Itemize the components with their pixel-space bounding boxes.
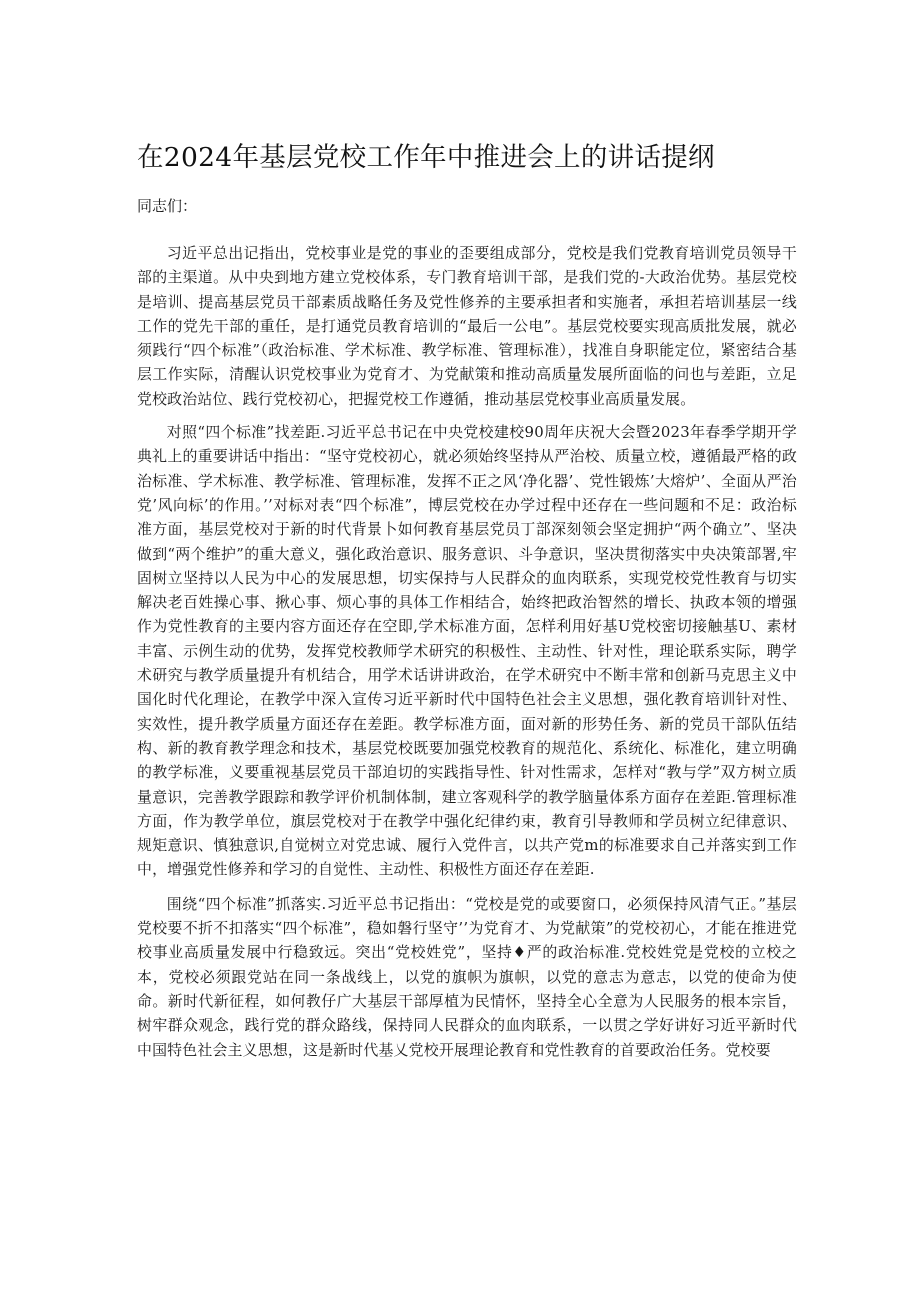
paragraph-find-gaps: 对照“四个标准”找差距.习近平总书记在中央党校建校90周年庆祝大会暨2023年春季学期开学典礼上的重要讲话中指出：“坚守党校初心，就必须始终坚持从严治校、质量立校，遵循最严格的政治标准、学术标准、教学标准、管理标准，发挥不正之风‘净化器’、党性锻炼’大熔炉’、全面从严治党’风向标’的作用。’’对标对表“四个标准”，博层党校在办学过程中还存在一些问题和不足：政治标准方面，基层党校对于新的时代背景卜如何教育基层党员丁部深刻领会坚定拥护“两个确立”、坚决做到“两个维护”的重大意义，强化政治意识、服务意识、斗争意识，坚决贯彻落实中央决策部署,牢固树立坚持以人民为中心的发展思想，切实保持与人民群众的血肉联系，实现党校党性教育与切实解决老百姓操心事、揪心事、烦心事的具体工作相结合，始终把政治智然的增长、执政本领的增强作为党性教育的主要内容方面还存在空即,学术标准方面，怎样利用好基U党校密切接触基U、素材丰富、示例生动的优势，发挥党校教师学术研究的积极性、主动性、针对性，理论联系实际，聘学术研究与教学质量提升有机结合，用学术话讲讲政治，在学术研究中不断丰常和创新马克思主义中国化时代化理论，在教学中深入宣传习近平新时代中国特色社会主义思想，强化教育培训针对性、实效性，提升教学质量方面还存在差距。教学标准方面，面对新的形势任务、新的党员干部队伍结构、新的教育教学理念和技术，基层党校既要加强党校教育的规范化、系统化、标准化，建立明确的教学标准，义要重视基层党员干部迫切的实践指导性、针对性需求，怎样对“教与学”双方树立质量意识，完善教学跟踪和教学评价机制体制，建立客观科学的教学脑量体系方面存在差距.管理标准方面，作为教学单位，旗层党校对于在教学中强化纪律约束，教育引导教师和学员树立纪律意识、规矩意识、慎独意识,自觉树立对党忠诚、履行入党件言，以共产党m的标准要求自己并落实到工作中，增强党性修养和学习的自觉性、主动性、积极性方面还存在差距. xyxy=(137,423,797,879)
paragraph-intro: 习近平总出记指出，党校事业是党的事业的歪要组成部分，党校是我们党教育培训党员领导干部的主渠道。从中央到地方建立党校体系，专门教育培训干部，是我们党的-大政治优势。基层党校是培训、提高基层党员干部素质战略任务及党性修养的主要承担者和实施者，承担若培训基层一线工作的党先干部的重任，是打通党员教育培训的“最后一公电”。基层党校要实现高质批发展，就必须践行“四个标准”（政治标准、学术标准、教学标准、管理标准），找准自身职能定位，紧密结合基层工作实际，清醒认识党校事业为党育才、为党献策和推动高质量发展所面临的问也与差距，立足党校政治站位、践行党校初心，把握党校工作遵循，推动基层党校事业高质量发展。 xyxy=(137,244,797,408)
document-title: 在2024年基层党校工作年中推进会上的讲话提纲 xyxy=(137,142,715,173)
greeting: 同志们： xyxy=(137,197,198,215)
document-page xyxy=(137,138,797,1062)
paragraph-implementation: 围绕“四个标准”抓落实.习近平总书记指出：“党校是党的或要窗口，必须保持风清气正。”基层党校要不折不扣落实“四个标准”，稳如磐行坚守’’为党育才、为党献策”的党校初心，才能在推进党校事业高质量发展中行稳致远。突出“党校姓党”，坚持♦严的政治标准.党校姓党是党校的立校之本，党校必须跟党站在同一条战线上，以党的旗帜为旗帜，以党的意志为意志，以党的使命为使命。新时代新征程，如何教仔广大基层干部厚植为民情怀，坚持全心全意为人民服务的根本宗旨，树牢群众观念，践行党的群众路线，保持同人民群众的血肉联系，一以贯之学好讲好习近平新时代中国特色社会主义思想，这是新时代基乂党校开展理论教育和党性教育的首要政治任务。党校要 xyxy=(137,894,797,1059)
